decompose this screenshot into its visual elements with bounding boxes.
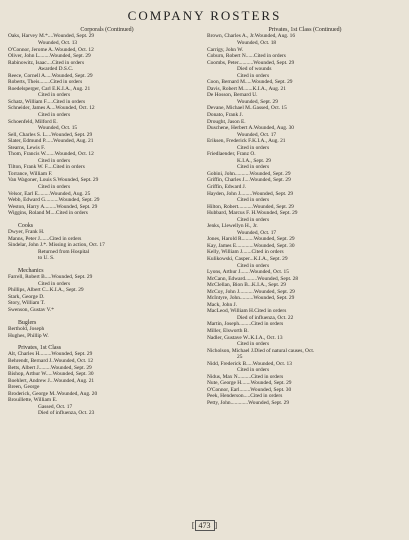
roster-entry: De Hosson, Bernard U. — [207, 92, 258, 99]
roster-entry: Boehlert, Andrew J...Wounded, Aug. 21 — [8, 377, 95, 384]
roster-entry: MacLeod, William H.Cited in orders — [207, 308, 287, 315]
right-column — [207, 27, 403, 407]
roster-entry: Hughes, Phillip W. — [8, 332, 49, 339]
roster-entry: Brown, Charles A., Jr.Wounded, Aug. 16 — [207, 33, 296, 40]
roster-entry: Slater, Edmund P......Wounded, Aug. 21 — [8, 138, 94, 145]
roster-entry: Berthold, Joseph — [8, 325, 45, 332]
page-number-value: 473 — [195, 520, 215, 531]
roster-entry: Miller, Elsworth B. — [207, 328, 249, 335]
roster-entry: O'Connor, Jerome A..Wounded, Oct. 12 — [8, 46, 94, 53]
column-heading: Corporals (Continued) — [80, 27, 134, 33]
roster-entry: Tilton, Frank W. F....Cited in orders — [8, 164, 85, 171]
roster-entry: Betts, Albert J.........Wounded, Sept. 29 — [8, 364, 92, 371]
roster-entry: Davis, Robert M.......K.I.A., Aug. 21 — [207, 85, 286, 92]
roster-entry: McCoy, John J...........Wounded, Sept. 29 — [207, 288, 295, 295]
roster-entry-continuation: Wounded, Oct. 15 — [38, 125, 78, 132]
roster-entry: Friedlaender, Franz O. — [207, 151, 256, 158]
roster-entry-continuation: Cited in orders — [38, 183, 71, 190]
roster-entry: McCann, Edward.........Wounded, Sept. 28 — [207, 275, 299, 282]
roster-entry: Torrance, William F. — [8, 170, 53, 177]
roster-entry: Kelly, William J.......Cited in orders — [207, 249, 284, 256]
section-heading: Mechanics — [18, 267, 44, 274]
roster-entry: Coburn, Robert N......Cited in orders — [207, 53, 286, 60]
roster-entry: Van Wagoner, Louis S.Wounded, Sept. 29 — [8, 177, 99, 184]
roster-entry: Petty, John.............Wounded, Sept. 29 — [207, 400, 290, 407]
roster-entry: Coombs, Peter...........Wounded, Sept. 29 — [207, 59, 295, 66]
roster-entry: Bishop, Arthur W.....Wounded, Sept. 30 — [8, 371, 94, 378]
roster-entry-continuation: K.I.A., Sept. 29 — [237, 157, 271, 164]
roster-entry: Hayden, John J.........Wounded, Sept. 29 — [207, 190, 294, 197]
roster-entry: Nadler, Gustave W..K.I.A., Oct. 13 — [207, 334, 283, 341]
roster-entry-continuation: Wounded, Oct. 18 — [237, 39, 277, 46]
roster-entry: Coon, Bernard M.....Wounded, Sept. 29 — [207, 79, 293, 86]
roster-entry-continuation: Cited in orders — [38, 280, 71, 287]
roster-entry-continuation: Cited in orders — [237, 367, 270, 374]
roster-entry: Hubbard, Marcus F. H.Wounded, Sept. 29 — [207, 210, 298, 217]
roster-entry: Nidus, Max N..........Cited in orders — [207, 373, 284, 380]
roster-entry: Brouillette, William E. — [8, 397, 58, 404]
roster-entry-continuation: Cited in orders — [237, 164, 270, 171]
roster-entry: Donato, Frank J. — [207, 111, 243, 118]
roster-entry: Drought, Jason E. — [207, 118, 246, 125]
roster-entry: O'Connor, Earl........Wounded, Sept. 30 — [207, 386, 292, 393]
roster-entry: Sell, Charles S. L....Wounded, Sept. 29 — [8, 131, 93, 138]
roster-entry: Jones, Harold R.........Wounded, Sept. 29 — [207, 236, 295, 243]
roster-entry: Nicholson, Michael J.Died of natural causes, Oct. — [207, 347, 315, 354]
roster-entry: Peek, Henderson.....Cited in orders — [207, 393, 283, 400]
roster-entry: Mack, John J. — [207, 301, 237, 308]
roster-entry: Breen, George — [8, 384, 40, 391]
roster-entry: Manns, Peter J.......Cited in orders — [8, 235, 82, 242]
roster-entry: Oliver, John L........Wounded, Sept. 29 — [8, 53, 91, 60]
roster-entry-continuation: Cited in orders — [38, 157, 71, 164]
roster-entry-continuation: Died of influenza, Oct. 22 — [237, 314, 294, 321]
roster-entry: Webb, Edward G..........Wounded, Sept. 29 — [8, 197, 100, 204]
roster-entry: Thom, Francis W.......Wounded, Oct. 12 — [8, 151, 94, 158]
roster-entry: Broderick, George M..Wounded, Aug. 20 — [8, 390, 98, 397]
roster-entry: Weston, Harry A.........Wounded, Sept. 29 — [8, 203, 98, 210]
roster-entry: Griffin, Edward J. — [207, 183, 247, 190]
section-heading: Cooks — [18, 222, 34, 229]
roster-entry-continuation: Cited in orders — [237, 72, 270, 79]
roster-entry: Behrendt, Bernard J..Wounded, Oct. 12 — [8, 358, 94, 364]
section-heading: Buglers — [18, 319, 37, 326]
roster-entry-continuation: Wounded, Oct. 17 — [237, 229, 277, 236]
roster-entry: Story, William T. — [8, 300, 45, 307]
section-heading: Privates, 1st Class — [18, 345, 62, 352]
roster-entry: Hilton, Robert...........Wounded, Sept. 29 — [207, 203, 294, 210]
roster-entry: Griffin, Charles J....Wounded, Sept. 29 — [207, 177, 291, 184]
roster-entry-continuation: 25 — [237, 354, 243, 361]
roster-entry: Roberts, Theis........Cited in orders — [8, 79, 83, 86]
left-column — [8, 27, 206, 417]
roster-entry-continuation: Cited in orders — [237, 341, 270, 348]
roster-entry: Dwyer, Frank H. — [8, 229, 45, 236]
roster-entry: Alt, Charles H.........Wounded, Sept. 29 — [8, 351, 93, 358]
roster-entry: Roedelsperger, Carl E.K.I.A., Aug. 21 — [8, 85, 91, 92]
roster-entry: Reece, Cornell A.....Wounded, Sept. 29 — [8, 72, 93, 79]
roster-entry: Lyons, Arthur J.......Wounded, Oct. 15 — [207, 269, 289, 276]
roster-entry: Phillips, Albert C...K.I.A., Sept. 29 — [8, 287, 84, 294]
roster-entry: Sindelar, John J.*. Missing in action, Oct. 17 — [8, 242, 105, 249]
page-title: COMPANY ROSTERS — [127, 8, 282, 23]
roster-entry: Martin, Joseph.........Cited in orders — [207, 321, 284, 328]
roster-entry: Wiggins, Roland M....Cited in orders — [8, 210, 88, 217]
roster-entry: Duschene, Herbert A.Wounded, Aug. 30 — [207, 125, 294, 132]
roster-entry: Gobini, John...........Wounded, Sept. 29 — [207, 170, 291, 177]
roster-entry-continuation: Returned from Hospital — [38, 248, 90, 255]
roster-entry-continuation: Cited in orders — [38, 92, 71, 99]
roster-entry-continuation: Cited in orders — [38, 111, 71, 118]
roster-entry-continuation: Awarded D.S.C. — [38, 66, 74, 73]
roster-entry: Jenks, Llewellyn H., Jr. — [207, 223, 258, 230]
roster-entry: Schoenfeld, Milford E. — [8, 118, 58, 125]
roster-entry: Oaks, Harvey M.*....Wounded, Sept. 29 — [8, 33, 95, 40]
roster-entry: McIntyre, John..........Wounded, Sept. 29 — [207, 295, 295, 302]
roster-entry: Nidd, Frederick B.....Wounded, Oct. 13 — [207, 360, 292, 367]
roster-entry-continuation: to U. S. — [38, 255, 55, 262]
roster-entry: Kay, James E.............Wounded, Sept. 30 — [207, 242, 295, 249]
roster-entry-continuation: Cited in orders — [237, 197, 270, 204]
roster-entry-continuation: Cited in orders — [237, 262, 270, 269]
roster-entry-continuation: Cited in orders — [237, 216, 270, 223]
roster-entry-continuation: Gassed, Oct. 17 — [38, 403, 73, 410]
roster-entry: Schneider, James A....Wounded, Oct. 12 — [8, 105, 95, 112]
roster-entry: Eriksen, Frederick F.K.I.A., Aug. 21 — [207, 138, 286, 145]
roster-entry-continuation: Died of influenza, Oct. 23 — [38, 410, 95, 417]
roster-entry: Swenson, Gustav V.* — [8, 307, 54, 313]
roster-entry: Farrell, Robert B.....Wounded, Sept. 29 — [8, 274, 93, 281]
page-number: [ 473 ] — [191, 521, 218, 530]
roster-entry: Schatz, William F.....Cited in orders — [8, 98, 86, 105]
roster-entry: Stearns, Lewis F. — [8, 144, 45, 151]
roster-entry-continuation: Cited in orders — [237, 144, 270, 151]
roster-entry: McClellan, Bion B...K.I.A., Sept. 29 — [207, 282, 286, 289]
roster-entry-continuation: Wounded, Oct. 13 — [38, 39, 78, 46]
roster-entry-continuation: Wounded, Oct. 17 — [237, 131, 277, 138]
roster-entry: Velsor, Earl E.........Wounded, Aug. 25 — [8, 190, 91, 197]
roster-entry: Carrigy, John W. — [207, 46, 244, 53]
roster-entry-continuation: Died of wounds — [237, 66, 272, 73]
column-heading: Privates, 1st Class (Continued) — [268, 27, 342, 33]
roster-entry: Stark, George D. — [8, 293, 45, 300]
roster-entry: Devane, Michael M..Gassed, Oct. 15 — [207, 105, 287, 112]
roster-entry: Kulikowski, Casper...K.I.A., Sept. 29 — [207, 256, 288, 262]
roster-entry-continuation: Wounded, Sept. 29 — [237, 98, 278, 105]
roster-entry: Rabinowitz, Isaac....Cited in orders — [8, 59, 85, 66]
roster-entry: Nute, George H.......Wounded, Sept. 29 — [207, 380, 292, 387]
